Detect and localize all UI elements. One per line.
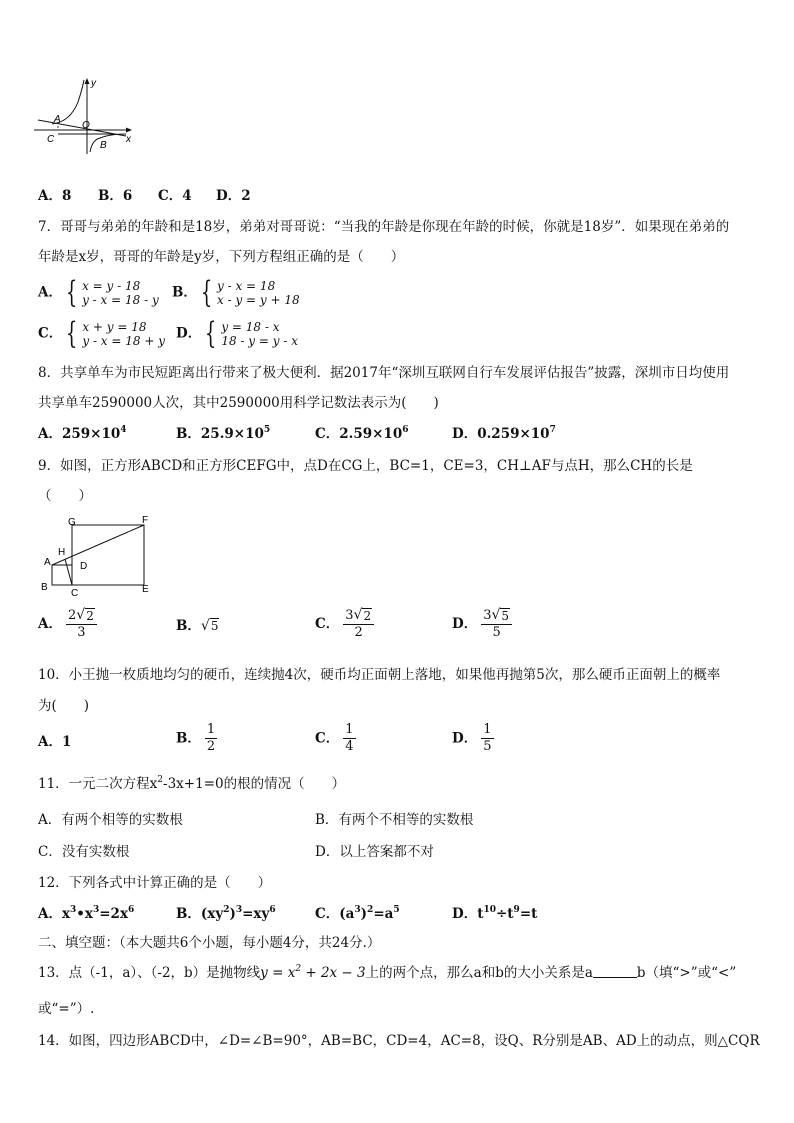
q7-a-label: A． (38, 284, 62, 301)
q10-stem-line2: 为( ) (38, 698, 90, 714)
q8-a-exp: 4 (120, 425, 127, 435)
q7-b-label: B． (172, 284, 197, 301)
q9-c-label: C． (315, 616, 340, 632)
q11-option-d[interactable]: D．以上答案都不对 (315, 844, 434, 860)
q9-d-label: D． (452, 616, 478, 632)
q9-option-a[interactable] (38, 607, 97, 641)
q10-stem-line1: 10．小王抛一枚质地均匀的硬币，连续抛4次，硬币均正面朝上落地，如果他再抛第5次，那么硬币正面朝上的概率 (38, 667, 721, 683)
q11-stem: 11．一元二次方程$x^2-3x+1=0$的根的情况（ ） (38, 775, 346, 792)
line-af (52, 525, 144, 565)
q10-option-c[interactable] (315, 722, 356, 755)
q9-label-f: F (142, 515, 149, 526)
q7-c-eq2: y - x = 18 + y (82, 334, 165, 348)
q8-option-d[interactable] (452, 425, 556, 443)
section-heading-fill-blank: 二、填空题：（本大题共6个小题，每小题4分，共24分.） (38, 935, 381, 951)
q8-option-b[interactable] (176, 425, 270, 443)
q8-a-text: A．259×10 (38, 426, 121, 442)
q10-c-label: C． (315, 730, 340, 747)
q6-figure (30, 76, 140, 156)
q10-b-denominator: 2 (206, 739, 216, 754)
q6-option-c[interactable]: C．4 (158, 188, 192, 204)
brace-icon: { (65, 275, 78, 310)
q9-stem-line1: 9．如图，正方形ABCD和正方形CEFG中，点D在CG上，BC=1，CE=3，CH⊥AF与点H，那么CH的长是 (38, 458, 693, 474)
q8-stem-line1: 8．共享单车为市民短距离出行带来了极大便利．据2017年“深圳互联网自行车发展评估报告”披露，深圳市日均使用 (38, 365, 730, 381)
q10-b-numerator: 1 (206, 722, 216, 737)
fig6-label-x: x (126, 134, 131, 145)
q9-figure (38, 513, 158, 597)
q6-option-d[interactable]: D．2 (216, 188, 251, 204)
q9-label-c: C (71, 588, 79, 597)
fig6-label-y: y (91, 78, 96, 89)
q9-b-label: B． (176, 618, 201, 634)
q10-d-label: D． (452, 730, 478, 747)
brace-icon: { (200, 275, 213, 310)
q7-b-eq2: x - y = y + 18 (217, 293, 300, 307)
q7-option-d[interactable] (176, 316, 298, 351)
q13-stem-line2: 或“=”）. (38, 1001, 95, 1017)
q10-c-denominator: 4 (345, 739, 354, 754)
q11-option-b[interactable]: B．有两个不相等的实数根 (315, 812, 474, 828)
q7-option-c[interactable] (38, 316, 165, 351)
q9-option-b[interactable] (176, 617, 219, 635)
q9-label-d: D (80, 561, 88, 572)
q12-stem: 12．下列各式中计算正确的是（ ） (38, 875, 272, 891)
q12-option-b[interactable]: B．$(xy^2)^3=xy^6$ (176, 905, 276, 922)
q8-d-text: D．0.259×10 (452, 426, 550, 442)
q10-d-numerator: 1 (483, 722, 492, 737)
q9-label-h: H (58, 547, 66, 558)
q7-b-eq1: y - x = 18 (217, 279, 276, 293)
line-ch (65, 559, 72, 585)
q6-option-a[interactable]: A．8 (38, 188, 72, 204)
answer-blank[interactable] (593, 964, 637, 978)
q12-option-c[interactable]: C．$(a^3)^2=a^5$ (315, 905, 400, 922)
q9-label-a: A (44, 557, 51, 568)
brace-icon: { (205, 316, 217, 351)
q8-option-c[interactable] (315, 425, 409, 443)
square-cefg (72, 525, 144, 585)
fig6-label-o: O (82, 120, 90, 131)
q7-option-a[interactable] (38, 275, 159, 310)
q7-stem-line1: 7．哥哥与弟弟的年龄和是18岁，弟弟对哥哥说：“当我的年龄是你现在年龄的时候，你就是18岁”．如果现在弟弟的 (38, 219, 730, 235)
q8-c-exp: 6 (402, 425, 409, 435)
fig6-label-c: C (47, 134, 55, 145)
q14-stem-line1: 14．如图，四边形ABCD中，∠D=∠B=90°，AB=BC，CD=4，AC=8，设Q、R分别是AB、AD上的动点，则△CQR (38, 1033, 760, 1049)
q7-option-b[interactable] (172, 275, 300, 310)
q9-c-denominator: 2 (354, 625, 363, 640)
q8-c-text: C．2.59×10 (315, 426, 403, 442)
q11-option-a[interactable]: A．有两个相等的实数根 (38, 812, 183, 828)
hyperbola-lower (90, 134, 126, 152)
q7-stem-line2: 年龄是x岁，哥哥的年龄是y岁，下列方程组正确的是（ ） (38, 249, 405, 265)
q12-option-a[interactable]: A．$x^3•x^3=2x^6$ (38, 905, 135, 922)
y-arrow (85, 78, 90, 84)
q9-a-denominator: 3 (77, 625, 86, 640)
q13-stem-line1: 13．点（-1，a）、（-2，b）是抛物线$y = x^2 + 2x - 3$上的两个点，那么a和b的大小关系是a b（填“>”或“<” (38, 964, 737, 981)
q10-option-b[interactable] (176, 722, 217, 755)
brace-icon: { (66, 316, 78, 351)
q9-c-numerator: 3 √ 2 (343, 607, 374, 625)
q9-option-c[interactable] (315, 607, 374, 641)
q7-d-eq2: 18 - y = y - x (221, 334, 298, 348)
q9-option-d[interactable] (452, 607, 512, 641)
x-arrow (126, 128, 132, 133)
q9-a-numerator: 2 √ 2 (66, 607, 97, 625)
q7-d-eq1: y = 18 - x (221, 320, 280, 334)
q8-stem-line2: 共享单车2590000人次，其中2590000用科学记数法表示为( ) (38, 395, 439, 411)
q7-d-label: D． (176, 325, 202, 342)
q9-label-e: E (142, 584, 149, 595)
q8-option-a[interactable] (38, 425, 127, 443)
q8-d-exp: 7 (549, 425, 556, 435)
sqrt-icon: √ (200, 618, 210, 634)
q9-label-g: G (68, 517, 76, 528)
q9-d-denominator: 5 (492, 625, 501, 640)
q9-b-radicand: 5 (210, 619, 219, 633)
q12-option-d[interactable]: D．$t^{10}\div t^9=t$ (452, 905, 538, 922)
q7-c-eq1: x + y = 18 (82, 320, 147, 334)
fig6-label-b: B (100, 140, 107, 151)
fig6-label-a: A (54, 114, 61, 125)
q10-b-label: B． (176, 730, 201, 747)
q7-a-eq2: y - x = 18 - y (82, 293, 159, 307)
q9-a-label: A． (38, 616, 62, 632)
q9-d-numerator: 3 √ 5 (481, 607, 512, 625)
q6-option-b[interactable]: B．6 (98, 188, 133, 204)
sqrt-icon: √ (491, 607, 501, 623)
q8-b-text: B．25.9×10 (176, 426, 264, 442)
sqrt-icon: √ (353, 607, 363, 623)
q7-a-eq1: x = y - 18 (82, 279, 141, 293)
sqrt-icon: √ (76, 607, 86, 623)
q10-option-d[interactable] (452, 722, 494, 755)
q9-label-b: B (41, 582, 48, 593)
q10-c-numerator: 1 (345, 722, 354, 737)
q8-b-exp: 5 (263, 425, 271, 435)
q9-stem-line2: （ ） (38, 488, 92, 504)
q10-option-a[interactable]: A．1 (38, 734, 72, 750)
q10-d-denominator: 5 (483, 739, 492, 754)
q11-option-c[interactable]: C．没有实数根 (38, 844, 130, 860)
q7-c-label: C． (38, 325, 63, 342)
